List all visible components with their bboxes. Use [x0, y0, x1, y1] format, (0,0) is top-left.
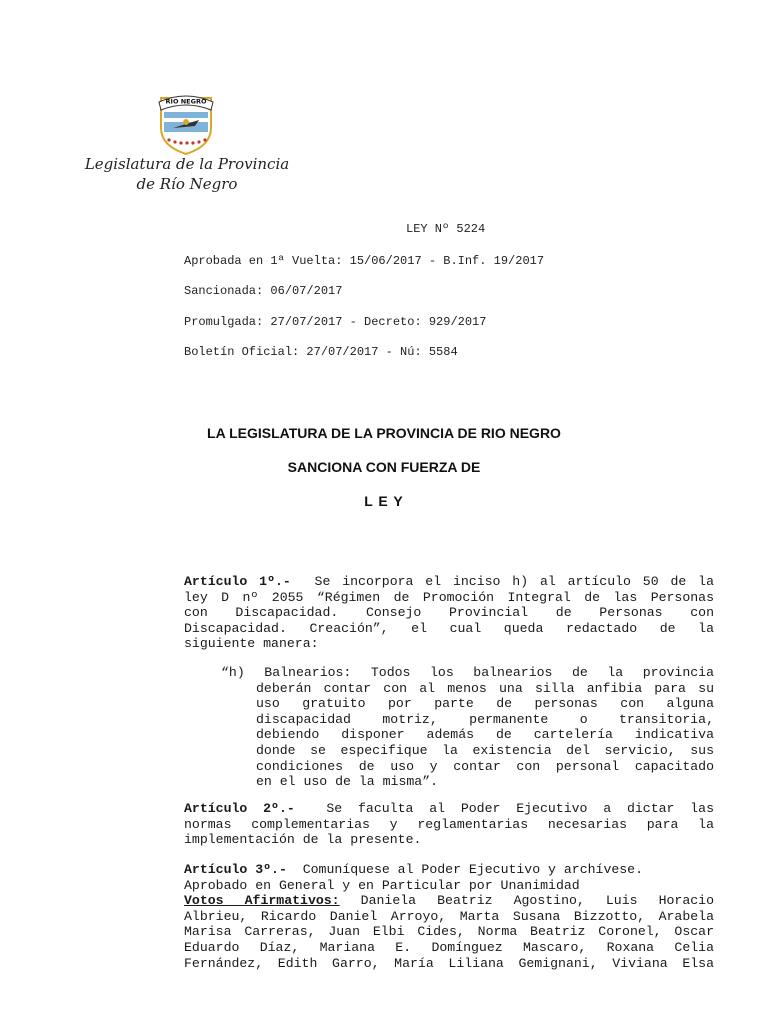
article-2-line [184, 801, 714, 817]
votes-text: Daniela Beatriz Agostino, Luis Horacio [360, 893, 714, 909]
article-3 [184, 862, 714, 971]
article-1 [184, 574, 714, 652]
votes-line: Fernández, Edith Garro, María Liliana Gemignani, Viviana Elsa [184, 955, 714, 971]
article-1-line [184, 574, 714, 590]
quoted-inciso [221, 665, 714, 790]
approval-date: Aprobada en 1ª Vuelta: 15/06/2017 - B.Inf. 19/2017 [184, 254, 545, 268]
article-3-label: Artículo 3º.- [184, 862, 287, 877]
article-2-line: normas complementarias y reglamentarias necesarias para la [184, 816, 714, 832]
votes-label: Votos Afirmativos: [184, 893, 340, 909]
article-1-line: con Discapacidad. Consejo Provincial de Personas con [184, 605, 714, 621]
article-2-line: implementación de la presente. [184, 832, 422, 848]
approval-note: Aprobado en General y en Particular por Unanimidad [184, 877, 580, 893]
quote-line: discapacidad motriz, permanente o transitoria, [256, 711, 714, 727]
quote-line: “h) Balnearios: Todos los balnearios de la provincia [221, 665, 714, 680]
legislature-heading: LA LEGISLATURA DE LA PROVINCIA DE RIO NEGRO [207, 425, 561, 441]
promulgation-date: Promulgada: 27/07/2017 - Decreto: 929/2017 [184, 315, 487, 329]
article-3-line [184, 862, 714, 878]
ley-heading: L E Y [364, 493, 404, 509]
article-2-label: Artículo 2º.- [184, 801, 295, 816]
article-3-text: Comuníquese al Poder Ejecutivo y archívese. [302, 862, 644, 877]
votes-line [184, 893, 714, 909]
quote-line: donde se especifique la existencia del servicio, sus [256, 742, 714, 758]
seal-text: RIO NEGRO [165, 97, 207, 106]
article-1-label: Artículo 1º.- [184, 574, 291, 589]
article-2 [184, 801, 714, 848]
sanctions-heading: SANCIONA CON FUERZA DE [287, 459, 481, 475]
article-1-line: siguiente manera: [184, 636, 319, 652]
article-2-text: Se faculta al Poder Ejecutivo a dictar las [326, 801, 714, 816]
article-1-line: ley D nº 2055 “Régimen de Promoción Integral de las Personas [184, 589, 714, 605]
coat-of-arms-icon [155, 88, 217, 156]
quote-line: debiendo disponer además de cartelería indicativa [256, 727, 714, 743]
votes-line: Marisa Carreras, Juan Elbi Cides, Norma Beatriz Coronel, Oscar [184, 924, 714, 940]
institution-line-1: Legislatura de la Provincia [84, 155, 290, 173]
bulletin-info: Boletín Oficial: 27/07/2017 - Nú: 5584 [184, 345, 458, 359]
votes-line: Albrieu, Ricardo Daniel Arroyo, Marta Susana Bizzotto, Arabela [184, 908, 714, 924]
law-number: LEY Nº 5224 [406, 222, 486, 236]
votes-line: Eduardo Díaz, Mariana E. Domínguez Mascaro, Roxana Celia [184, 939, 714, 955]
quote-line: en el uso de la misma”. [256, 774, 439, 790]
article-1-text: Se incorpora el inciso h) al artículo 50 de la [314, 574, 714, 589]
quote-line: condiciones de uso y contar con personal capacitado [256, 758, 714, 774]
institution-line-2: de Río Negro [136, 175, 238, 193]
sanction-date: Sancionada: 06/07/2017 [184, 284, 343, 298]
quote-line: deberán contar con al menos una silla anfibia para su [256, 680, 714, 696]
institution-name [82, 154, 292, 194]
quote-line: uso gratuito por parte de personas con alguna [256, 696, 714, 712]
article-1-line: Discapacidad. Creación”, el cual queda redactado de la [184, 620, 714, 636]
